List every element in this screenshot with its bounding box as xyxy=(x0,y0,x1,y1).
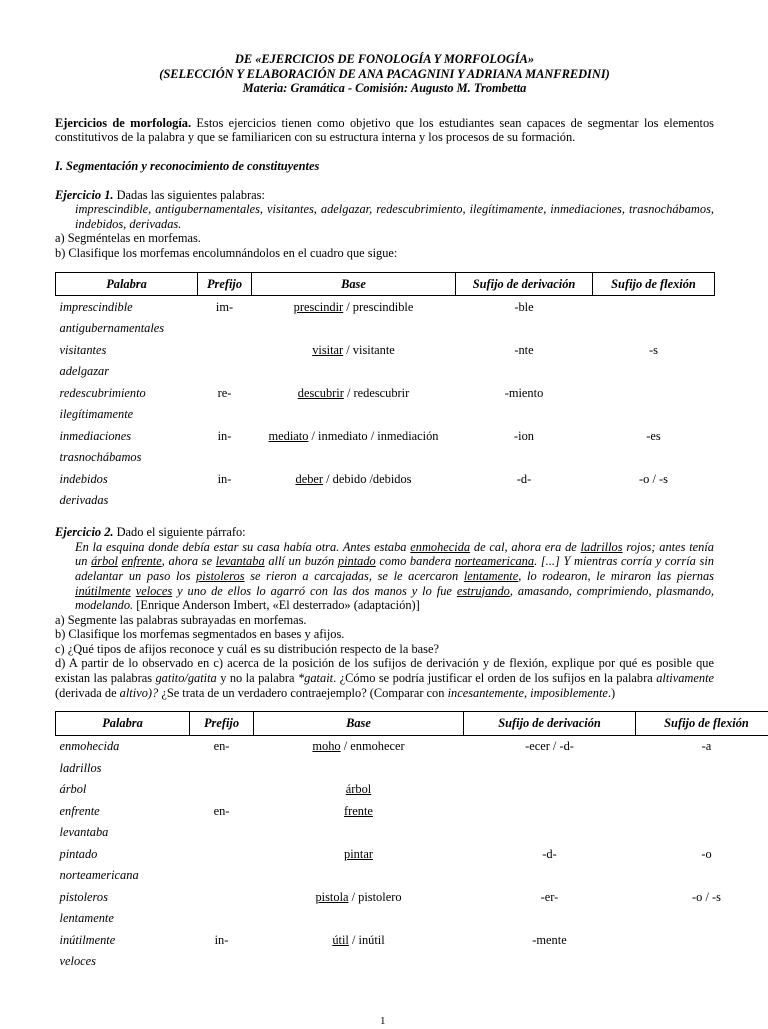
base-cell xyxy=(252,404,456,426)
table-1-row xyxy=(56,361,715,383)
derivation-suffix-cell: -er- xyxy=(464,886,636,908)
prefix-cell xyxy=(190,865,254,887)
table-1-header-cell: Sufijo de flexión xyxy=(593,272,715,296)
paragraph-text: En la esquina donde debía estar su casa había otra. Antes estaba xyxy=(75,540,410,554)
prefix-cell xyxy=(190,843,254,865)
base-rest: / inmediato / inmediación xyxy=(308,429,438,443)
table-2-row xyxy=(56,908,768,930)
derivation-suffix-cell xyxy=(464,908,636,930)
underlined-word: norteamericana xyxy=(455,554,534,568)
prefix-cell: en- xyxy=(190,735,254,757)
header-line-1: DE «EJERCICIOS DE FONOLOGÍA Y MORFOLOGÍA» xyxy=(55,52,714,67)
ex1-words: imprescindible, antigubernamentales, visitantes, adelgazar, redescubrimiento, ilegítimamente, inmediaciones, trasnochábamos, indebidos, derivadas. xyxy=(55,202,714,231)
section-1-heading: I. Segmentación y reconocimiento de constituyentes xyxy=(55,159,714,174)
derivation-suffix-cell xyxy=(456,361,593,383)
table-1-row xyxy=(56,404,715,426)
underlined-word: levantaba xyxy=(216,554,265,568)
table-1-row xyxy=(56,490,715,512)
underlined-word: enfrente xyxy=(122,554,162,568)
inflection-suffix-cell: -o / -s xyxy=(636,886,768,908)
base-underlined: descubrir xyxy=(298,386,344,400)
word-cell: ladrillos xyxy=(56,757,190,779)
base-rest: / enmohecer xyxy=(341,739,405,753)
base-cell xyxy=(254,779,464,801)
table-1 xyxy=(55,272,715,512)
inflection-suffix-cell xyxy=(636,757,768,779)
doc-header xyxy=(55,52,714,96)
paragraph-text: , ahora se xyxy=(162,554,216,568)
word-cell: redescubrimiento xyxy=(56,382,198,404)
paragraph-text: como bandera xyxy=(376,554,455,568)
derivation-suffix-cell xyxy=(464,865,636,887)
table-2-header-cell: Prefijo xyxy=(190,712,254,736)
ex2-heading xyxy=(55,525,714,540)
inflection-suffix-cell xyxy=(636,800,768,822)
paragraph-text: , amasando, comprimiendo, plasmando, modelando. xyxy=(75,584,714,613)
prefix-cell xyxy=(190,757,254,779)
word-cell: adelgazar xyxy=(56,361,198,383)
derivation-suffix-cell xyxy=(456,404,593,426)
italic-term: *gatait xyxy=(298,671,333,685)
prefix-cell: in- xyxy=(198,425,252,447)
table-2 xyxy=(55,711,768,972)
base-cell xyxy=(254,843,464,865)
inflection-suffix-cell xyxy=(593,490,715,512)
underlined-word: enmohecida xyxy=(410,540,470,554)
prefix-cell xyxy=(198,447,252,469)
inflection-suffix-cell xyxy=(593,447,715,469)
prefix-cell: in- xyxy=(198,468,252,490)
base-cell xyxy=(254,951,464,973)
inflection-suffix-cell xyxy=(593,361,715,383)
derivation-suffix-cell: -mente xyxy=(464,929,636,951)
derivation-suffix-cell: -miento xyxy=(456,382,593,404)
underlined-word: pintado xyxy=(338,554,376,568)
intro-text: Estos ejercicios tienen como objetivo que los estudiantes sean capaces de segmentar los elementos constitutivos de la palabra y que se familiaricen con su estructura interna y los procesos de su formación. xyxy=(55,116,714,145)
table-2-row xyxy=(56,735,768,757)
paragraph-text: se rieron a carcajadas, se le acercaron xyxy=(245,569,464,583)
table-1-row xyxy=(56,296,715,318)
derivation-suffix-cell: -nte xyxy=(456,339,593,361)
inflection-suffix-cell xyxy=(593,404,715,426)
base-cell xyxy=(252,339,456,361)
item-d-text: y no la palabra xyxy=(217,671,298,685)
ex2-title: Ejercicio 2. xyxy=(55,525,114,539)
word-cell: veloces xyxy=(56,951,190,973)
table-2-row xyxy=(56,865,768,887)
derivation-suffix-cell: -ble xyxy=(456,296,593,318)
prefix-cell xyxy=(198,404,252,426)
ex2-item-a: a) Segmente las palabras subrayadas en morfemas. xyxy=(55,613,714,628)
word-cell: trasnochábamos xyxy=(56,447,198,469)
base-cell xyxy=(254,822,464,844)
paragraph-text: y uno de ellos lo agarró con las dos manos y lo fue xyxy=(172,584,457,598)
inflection-suffix-cell xyxy=(636,951,768,973)
paragraph-text: de cal, ahora era de xyxy=(470,540,580,554)
base-cell xyxy=(254,735,464,757)
table-2-row xyxy=(56,779,768,801)
inflection-suffix-cell: -o / -s xyxy=(593,468,715,490)
underlined-word: ladrillos xyxy=(581,540,623,554)
word-cell: pintado xyxy=(56,843,190,865)
derivation-suffix-cell xyxy=(456,318,593,340)
word-cell: norteamericana xyxy=(56,865,190,887)
prefix-cell: im- xyxy=(198,296,252,318)
italic-term: incesantemente, imposiblemente xyxy=(448,686,608,700)
word-cell: inmediaciones xyxy=(56,425,198,447)
base-rest: / prescindible xyxy=(343,300,413,314)
word-cell: imprescindible xyxy=(56,296,198,318)
table-1-row xyxy=(56,318,715,340)
prefix-cell xyxy=(190,779,254,801)
base-cell xyxy=(252,425,456,447)
ex1-title: Ejercicio 1. xyxy=(55,188,114,202)
underlined-word: lentamente xyxy=(464,569,518,583)
paragraph-text: allí un buzón xyxy=(265,554,338,568)
table-2-header-cell: Sufijo de flexión xyxy=(636,712,768,736)
derivation-suffix-cell xyxy=(464,779,636,801)
intro-paragraph xyxy=(55,116,714,145)
inflection-suffix-cell xyxy=(593,296,715,318)
base-rest: / pistolero xyxy=(349,890,402,904)
base-cell xyxy=(252,382,456,404)
ex2-item-b: b) Clasifique los morfemas segmentados en bases y afijos. xyxy=(55,627,714,642)
inflection-suffix-cell xyxy=(636,779,768,801)
base-rest: / inútil xyxy=(349,933,385,947)
inflection-suffix-cell xyxy=(636,822,768,844)
base-cell xyxy=(252,361,456,383)
base-underlined: pintar xyxy=(344,847,373,861)
underlined-word: pistoleros xyxy=(196,569,244,583)
table-1-row xyxy=(56,382,715,404)
base-cell xyxy=(252,468,456,490)
table-2-row xyxy=(56,929,768,951)
item-d-text: (derivada de xyxy=(55,686,120,700)
table-2-header xyxy=(56,712,768,736)
table-1-row xyxy=(56,468,715,490)
base-underlined: útil xyxy=(332,933,349,947)
word-cell: lentamente xyxy=(56,908,190,930)
table-1-row xyxy=(56,447,715,469)
underlined-word: inútilmente xyxy=(75,584,131,598)
item-d-text: . ¿Cómo se podría justificar el orden de los sufijos en la palabra xyxy=(333,671,656,685)
base-rest: / debido /debidos xyxy=(323,472,411,486)
item-d-text: d) A partir de lo observado en c) acerca de la posición de los sufijos de derivación y de flexión, explique por qué es posible que existan las palabras xyxy=(55,656,714,685)
ex2-paragraph xyxy=(55,540,714,613)
italic-term: gatito/gatita xyxy=(155,671,216,685)
ex1-item-a: a) Segméntelas en morfemas. xyxy=(55,231,714,246)
underlined-word: estrujando xyxy=(457,584,510,598)
derivation-suffix-cell: -ion xyxy=(456,425,593,447)
inflection-suffix-cell: -o xyxy=(636,843,768,865)
base-cell xyxy=(254,908,464,930)
prefix-cell xyxy=(198,361,252,383)
prefix-cell xyxy=(198,339,252,361)
table-2-row xyxy=(56,951,768,973)
intro-bold: Ejercicios de morfología. xyxy=(55,116,191,130)
base-underlined: árbol xyxy=(346,782,371,796)
base-underlined: prescindir xyxy=(294,300,344,314)
base-cell xyxy=(254,929,464,951)
header-line-2: (SELECCIÓN Y ELABORACIÓN DE ANA PACAGNINI Y ADRIANA MANFREDINI) xyxy=(55,67,714,82)
base-cell xyxy=(254,800,464,822)
word-cell: árbol xyxy=(56,779,190,801)
base-underlined: pistola xyxy=(315,890,348,904)
derivation-suffix-cell xyxy=(464,757,636,779)
header-line-3: Materia: Gramática - Comisión: Augusto M. Trombetta xyxy=(55,81,714,96)
word-cell: enmohecida xyxy=(56,735,190,757)
word-cell: visitantes xyxy=(56,339,198,361)
base-cell xyxy=(254,886,464,908)
italic-term: altivo)? xyxy=(120,686,159,700)
table-2-row xyxy=(56,886,768,908)
italic-term: altivamente xyxy=(656,671,714,685)
underlined-word: veloces xyxy=(136,584,172,598)
inflection-suffix-cell xyxy=(636,865,768,887)
page-number: 1 xyxy=(380,1014,386,1029)
ex2-item-d xyxy=(55,656,714,700)
paragraph-text: , lo rodearon, le miraron las piernas xyxy=(518,569,714,583)
table-2-header-cell: Palabra xyxy=(56,712,190,736)
prefix-cell xyxy=(190,951,254,973)
prefix-cell xyxy=(190,886,254,908)
derivation-suffix-cell: -d- xyxy=(464,843,636,865)
ex1-lead: Dadas las siguientes palabras: xyxy=(114,188,265,202)
table-1-header-cell: Palabra xyxy=(56,272,198,296)
word-cell: indebidos xyxy=(56,468,198,490)
derivation-suffix-cell: -d- xyxy=(456,468,593,490)
derivation-suffix-cell xyxy=(464,951,636,973)
table-2-row xyxy=(56,822,768,844)
inflection-suffix-cell xyxy=(593,382,715,404)
underlined-word: árbol xyxy=(91,554,118,568)
base-cell xyxy=(252,490,456,512)
prefix-cell xyxy=(190,908,254,930)
inflection-suffix-cell: -es xyxy=(593,425,715,447)
document-page xyxy=(55,52,714,972)
word-cell: ilegítimamente xyxy=(56,404,198,426)
prefix-cell xyxy=(198,318,252,340)
base-cell xyxy=(254,865,464,887)
base-underlined: frente xyxy=(344,804,373,818)
derivation-suffix-cell xyxy=(464,822,636,844)
base-cell xyxy=(252,296,456,318)
table-2-row xyxy=(56,800,768,822)
prefix-cell xyxy=(198,490,252,512)
base-rest: / redescubrir xyxy=(344,386,409,400)
word-cell: antigubernamentales xyxy=(56,318,198,340)
word-cell: derivadas xyxy=(56,490,198,512)
table-1-header-cell: Sufijo de derivación xyxy=(456,272,593,296)
prefix-cell: re- xyxy=(198,382,252,404)
ex2-item-c: c) ¿Qué tipos de afijos reconoce y cuál es su distribución respecto de la base? xyxy=(55,642,714,657)
inflection-suffix-cell: -a xyxy=(636,735,768,757)
base-rest: / visitante xyxy=(343,343,395,357)
derivation-suffix-cell xyxy=(456,447,593,469)
base-underlined: visitar xyxy=(312,343,343,357)
citation: [Enrique Anderson Imbert, «El desterrado» (adaptación)] xyxy=(136,598,420,612)
table-2-header-cell: Base xyxy=(254,712,464,736)
inflection-suffix-cell xyxy=(636,929,768,951)
table-1-header xyxy=(56,272,715,296)
base-underlined: deber xyxy=(296,472,324,486)
paragraph-text: . [...] Y mientras corría y corría sin adelantar un paso los xyxy=(75,554,714,583)
derivation-suffix-cell xyxy=(456,490,593,512)
prefix-cell: in- xyxy=(190,929,254,951)
prefix-cell: en- xyxy=(190,800,254,822)
word-cell: pistoleros xyxy=(56,886,190,908)
table-1-row xyxy=(56,339,715,361)
table-1-header-cell: Prefijo xyxy=(198,272,252,296)
table-1-row xyxy=(56,425,715,447)
derivation-suffix-cell xyxy=(464,800,636,822)
base-cell xyxy=(252,447,456,469)
table-1-header-cell: Base xyxy=(252,272,456,296)
ex2-lead: Dado el siguiente párrafo: xyxy=(114,525,246,539)
base-cell xyxy=(254,757,464,779)
base-underlined: moho xyxy=(312,739,340,753)
derivation-suffix-cell: -ecer / -d- xyxy=(464,735,636,757)
table-2-header-cell: Sufijo de derivación xyxy=(464,712,636,736)
prefix-cell xyxy=(190,822,254,844)
word-cell: inútilmente xyxy=(56,929,190,951)
item-d-text: ¿Se trata de un verdadero contraejemplo? (Comparar con xyxy=(158,686,447,700)
ex1-item-b: b) Clasifique los morfemas encolumnándolos en el cuadro que sigue: xyxy=(55,246,714,261)
inflection-suffix-cell xyxy=(636,908,768,930)
inflection-suffix-cell: -s xyxy=(593,339,715,361)
word-cell: levantaba xyxy=(56,822,190,844)
word-cell: enfrente xyxy=(56,800,190,822)
table-2-row xyxy=(56,757,768,779)
inflection-suffix-cell xyxy=(593,318,715,340)
base-underlined: mediato xyxy=(269,429,309,443)
paragraph-text: rojos; antes tenía un xyxy=(75,540,714,569)
ex1-heading xyxy=(55,188,714,203)
base-cell xyxy=(252,318,456,340)
item-d-text: .) xyxy=(608,686,615,700)
table-2-row xyxy=(56,843,768,865)
